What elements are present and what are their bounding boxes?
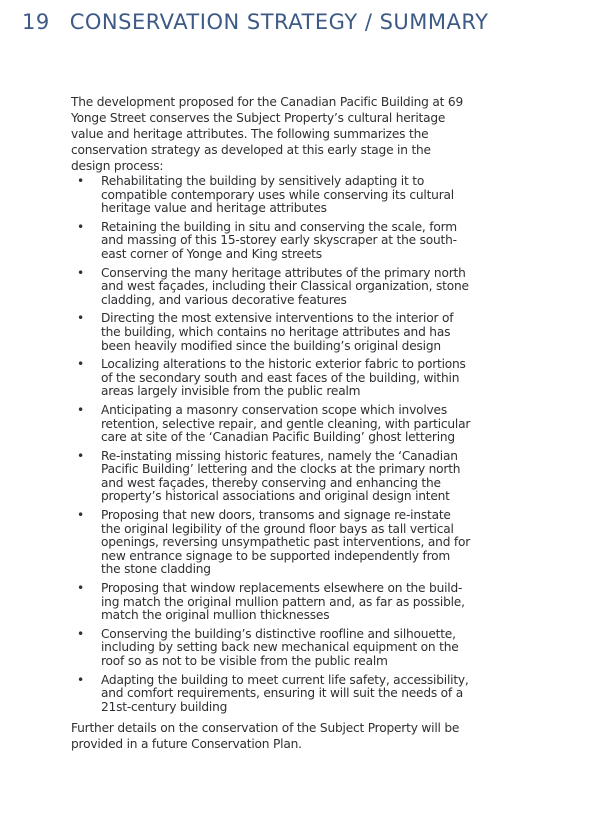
bullet-dot-icon: • (77, 581, 84, 596)
bullet-item (71, 267, 471, 308)
bullet-text: Localizing alterations to the historic exterior fabric to portions of the secondary south and east faces of the building, within areas largely invisible from the public realm (101, 357, 466, 399)
bullet-dot-icon: • (77, 626, 84, 641)
bullet-dot-icon: • (77, 402, 84, 417)
closing-paragraph: Further details on the conservation of the Subject Property will be provided in a future Conservation Plan. (71, 721, 460, 752)
bullet-text: Anticipating a masonry conservation scope which involves retention, selective repair, and gentle cleaning, with particular care at site of the ‘Canadian Pacific Building’ ghost lettering (101, 402, 471, 445)
page-title: CONSERVATION STRATEGY / SUMMARY (69, 10, 489, 34)
bullet-text: Rehabilitating the building by sensitively adapting it to compatible contemporary uses while conserving its cultural heritage value and heritage attributes (101, 174, 454, 216)
bullet-dot-icon: • (77, 672, 84, 687)
bullet-text: Proposing that new doors, transoms and signage re-instate the original legibility of the ground floor bays as tall vertical openings, reversing unsympathetic past interventions, and for new entrance signage to be supported independently from the stone cladding (101, 508, 471, 577)
bullet-item (71, 312, 471, 353)
bullet-item (71, 358, 471, 399)
bullet-text: Retaining the building in situ and conserving the scale, form and massing of this 15-storey early skyscraper at the south-east corner of Yonge and King streets (101, 219, 457, 261)
bullet-text: Directing the most extensive interventions to the interior of the building, which contains no heritage attributes and has been heavily modified since the building’s original design (101, 311, 454, 353)
bullet-dot-icon: • (77, 311, 84, 326)
bullet-text: Conserving the many heritage attributes of the primary north and west façades, including their Classical organization, stone cladding, and various decorative features (101, 265, 469, 307)
bullet-text: Conserving the building’s distinctive roofline and silhouette, including by setting back new mechanical equipment on the roof so as not to be visible from the public realm (101, 626, 459, 668)
bullet-item (71, 175, 471, 216)
bullet-text: Proposing that window replacements elsewhere on the build-ing match the original mullion pattern and, as far as possible, match the original mullion thicknesses (101, 581, 465, 623)
bullet-item (71, 404, 471, 445)
body-content (71, 94, 471, 752)
bullet-item (71, 628, 471, 669)
intro-paragraph: The development proposed for the Canadian Pacific Building at 69 Yonge Street conserves the Subject Property’s cultural heritage value and heritage attributes. The following summarizes the conservation strategy as developed at this early stage in the design process: (71, 95, 464, 173)
bullet-text: Adapting the building to meet current life safety, accessibility, and comfort requirements, ensuring it will suit the needs of a 21st-century building (101, 672, 469, 714)
bullet-dot-icon: • (77, 265, 84, 280)
bullet-item (71, 582, 471, 623)
bullet-dot-icon: • (77, 357, 84, 372)
bullet-item (71, 674, 471, 715)
bullet-item (71, 509, 471, 577)
bullet-item (71, 450, 471, 504)
page-number: 19 (22, 10, 50, 34)
page-header (22, 10, 488, 34)
bullet-item (71, 221, 471, 262)
bullet-text: Re-instating missing historic features, namely the ‘Canadian Pacific Building’ lettering and the clocks at the primary north and west façades, thereby conserving and enhancing the property’s historical associations and original design intent (101, 448, 461, 504)
bullet-dot-icon: • (77, 448, 84, 463)
strategy-bullet-list (71, 175, 471, 714)
bullet-dot-icon: • (77, 508, 84, 523)
bullet-dot-icon: • (77, 219, 84, 234)
bullet-dot-icon: • (77, 174, 84, 188)
